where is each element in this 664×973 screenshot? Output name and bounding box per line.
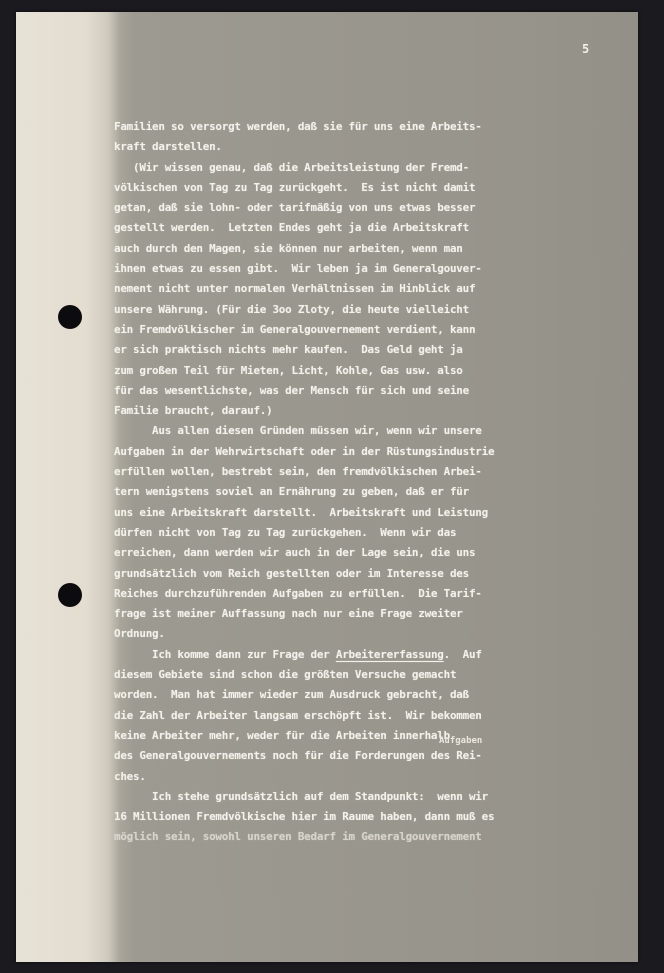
text-line: dürfen nicht von Tag zu Tag zurückgehen. Wenn wir das [114,525,457,539]
text-line-with-underline [114,645,638,665]
text-line: erfüllen wollen, bestrebt sein, den fremdvölkischen Arbei- [114,465,482,479]
text-line: Ich stehe grundsätzlich auf dem Standpunkt: wenn wir [114,789,488,803]
text-line: Aus allen diesen Gründen müssen wir, wenn wir unsere [114,424,482,438]
text-line: frage ist meiner Auffassung nach nur eine Frage zweiter [114,607,463,621]
text-line: keine Arbeiter mehr, weder für die Arbeiten innerhalb [114,728,450,742]
line-prefix: Ich komme dann zur Frage der [114,647,336,661]
text-line: (Wir wissen genau, daß die Arbeitsleistung der Fremd- [114,160,469,174]
text-line: getan, daß sie lohn- oder tarifmäßig von uns etwas besser [114,201,476,215]
text-line: erreichen, dann werden wir auch in der Lage sein, die uns [114,546,476,560]
text-line: gestellt werden. Letzten Endes geht ja die Arbeitskraft [114,221,469,235]
text-line: auch durch den Magen, sie können nur arbeiten, wenn man [114,241,463,255]
text-line: Reiches durchzuführenden Aufgaben zu erfüllen. Die Tarif- [114,586,482,600]
punch-hole-bottom [58,583,82,607]
text-line: ein Fremdvölkischer im Generalgouvernement verdient, kann [114,322,476,336]
text-line: 16 Millionen Fremdvölkische hier im Raume haben, dann muß es [114,810,495,824]
text-line: diesem Gebiete sind schon die größten Versuche gemacht [114,668,457,682]
page-number: 5 [582,42,590,56]
text-line: Ordnung. [114,627,165,641]
interlinear-correction: Aufgaben [439,736,483,746]
text-line: ihnen etwas zu essen gibt. Wir leben ja im Generalgouver- [114,262,482,276]
punch-hole-top [58,305,82,329]
text-line: völkischen von Tag zu Tag zurückgeht. Es ist nicht damit [114,180,476,194]
text-line: er sich praktisch nichts mehr kaufen. Das Geld geht ja [114,343,463,357]
typewritten-body [114,117,638,848]
text-line: des Generalgouvernements noch für die Forderungen des Rei- [114,749,482,763]
text-line: für das wesentlichste, was der Mensch für sich und seine [114,383,469,397]
text-line: tern wenigstens soviel an Ernährung zu geben, daß er für [114,485,469,499]
text-line: ches. [114,769,146,783]
text-line: zum großen Teil für Mieten, Licht, Kohle, Gas usw. also [114,363,463,377]
text-line: Familie braucht, darauf.) [114,404,273,418]
text-line: worden. Man hat immer wieder zum Ausdruck gebracht, daß [114,688,469,702]
text-line: uns eine Arbeitskraft darstellt. Arbeitskraft und Leistung [114,505,488,519]
text-line: grundsätzlich vom Reich gestellten oder im Interesse des [114,566,469,580]
text-line: die Zahl der Arbeiter langsam erschöpft ist. Wir bekommen [114,708,482,722]
underlined-term: Arbeitererfassung [335,647,444,661]
text-line: Familien so versorgt werden, daß sie für uns eine Arbeits- [114,120,482,133]
text-line: nement nicht unter normalen Verhältnissen im Hinblick auf [114,282,476,296]
text-line: Aufgaben in der Wehrwirtschaft oder in der Rüstungsindustrie [114,444,495,458]
text-line: kraft darstellen. [114,140,222,154]
text-line: möglich sein, sowohl unseren Bedarf im Generalgouvernement [114,830,482,844]
line-suffix: . Auf [443,647,482,661]
text-line: unsere Währung. (Für die 3oo Zloty, die heute vielleicht [114,302,469,316]
